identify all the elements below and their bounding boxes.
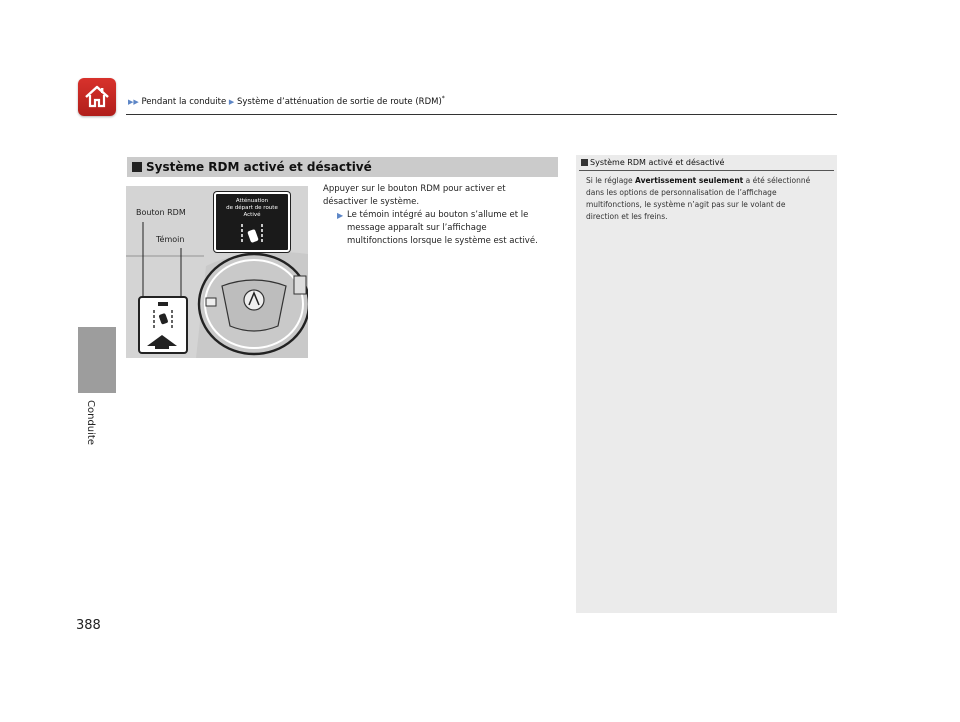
result-line: message apparaît sur l’affichage bbox=[347, 223, 487, 233]
section-header bbox=[127, 157, 558, 177]
note-divider bbox=[579, 170, 834, 171]
note-line: dans les options de personnalisation de l’affichage bbox=[586, 188, 777, 197]
breadcrumb-arrow-icon: ▶▶ bbox=[128, 97, 139, 106]
result-line: Le témoin intégré au bouton s’allume et le bbox=[347, 210, 529, 220]
chapter-tab[interactable] bbox=[78, 327, 116, 393]
breadcrumb-item-driving[interactable]: Pendant la conduite bbox=[141, 96, 227, 107]
note-reference-icon bbox=[581, 159, 588, 166]
note-title bbox=[581, 158, 724, 167]
chapter-label: Conduite bbox=[85, 400, 96, 445]
result-text bbox=[337, 209, 563, 248]
display-text-line2: de départ de route bbox=[226, 205, 278, 211]
instruction-text bbox=[323, 183, 563, 248]
breadcrumb-arrow-icon: ▶ bbox=[228, 97, 235, 106]
note-title-text: Système RDM activé et désactivé bbox=[590, 158, 725, 167]
display-text-line3: Activé bbox=[243, 212, 261, 218]
note-line: Si le réglage Avertissement seulement a été sélectionné bbox=[586, 176, 811, 185]
note-body bbox=[586, 175, 826, 223]
label-rdm-button: Bouton RDM bbox=[136, 208, 186, 217]
breadcrumb bbox=[128, 95, 445, 107]
instruction-line: Appuyer sur le bouton RDM pour activer et bbox=[323, 184, 506, 194]
note-line: multifonctions, le système n’agit pas sur le volant de bbox=[586, 200, 786, 209]
note-line: direction et les freins. bbox=[586, 212, 668, 221]
header-divider bbox=[126, 114, 837, 115]
home-icon bbox=[83, 83, 111, 111]
instruction-line: désactiver le système. bbox=[323, 197, 420, 207]
display-text-line1: Atténuation bbox=[235, 198, 269, 204]
result-arrow-icon: ▶ bbox=[337, 211, 344, 220]
result-line: multifonctions lorsque le système est activé. bbox=[347, 236, 538, 246]
page-number: 388 bbox=[76, 618, 101, 633]
rdm-illustration bbox=[126, 186, 308, 358]
note-panel bbox=[576, 155, 837, 613]
label-indicator: Témoin bbox=[156, 235, 185, 244]
setting-name: Avertissement seulement bbox=[635, 176, 744, 185]
breadcrumb-item-rdm[interactable]: Système d’atténuation de sortie de route (RDM) bbox=[237, 96, 442, 107]
breadcrumb-asterisk: * bbox=[441, 95, 445, 102]
section-title: Système RDM activé et désactivé bbox=[146, 160, 372, 174]
section-square-icon bbox=[132, 162, 142, 172]
home-button[interactable] bbox=[78, 78, 116, 116]
